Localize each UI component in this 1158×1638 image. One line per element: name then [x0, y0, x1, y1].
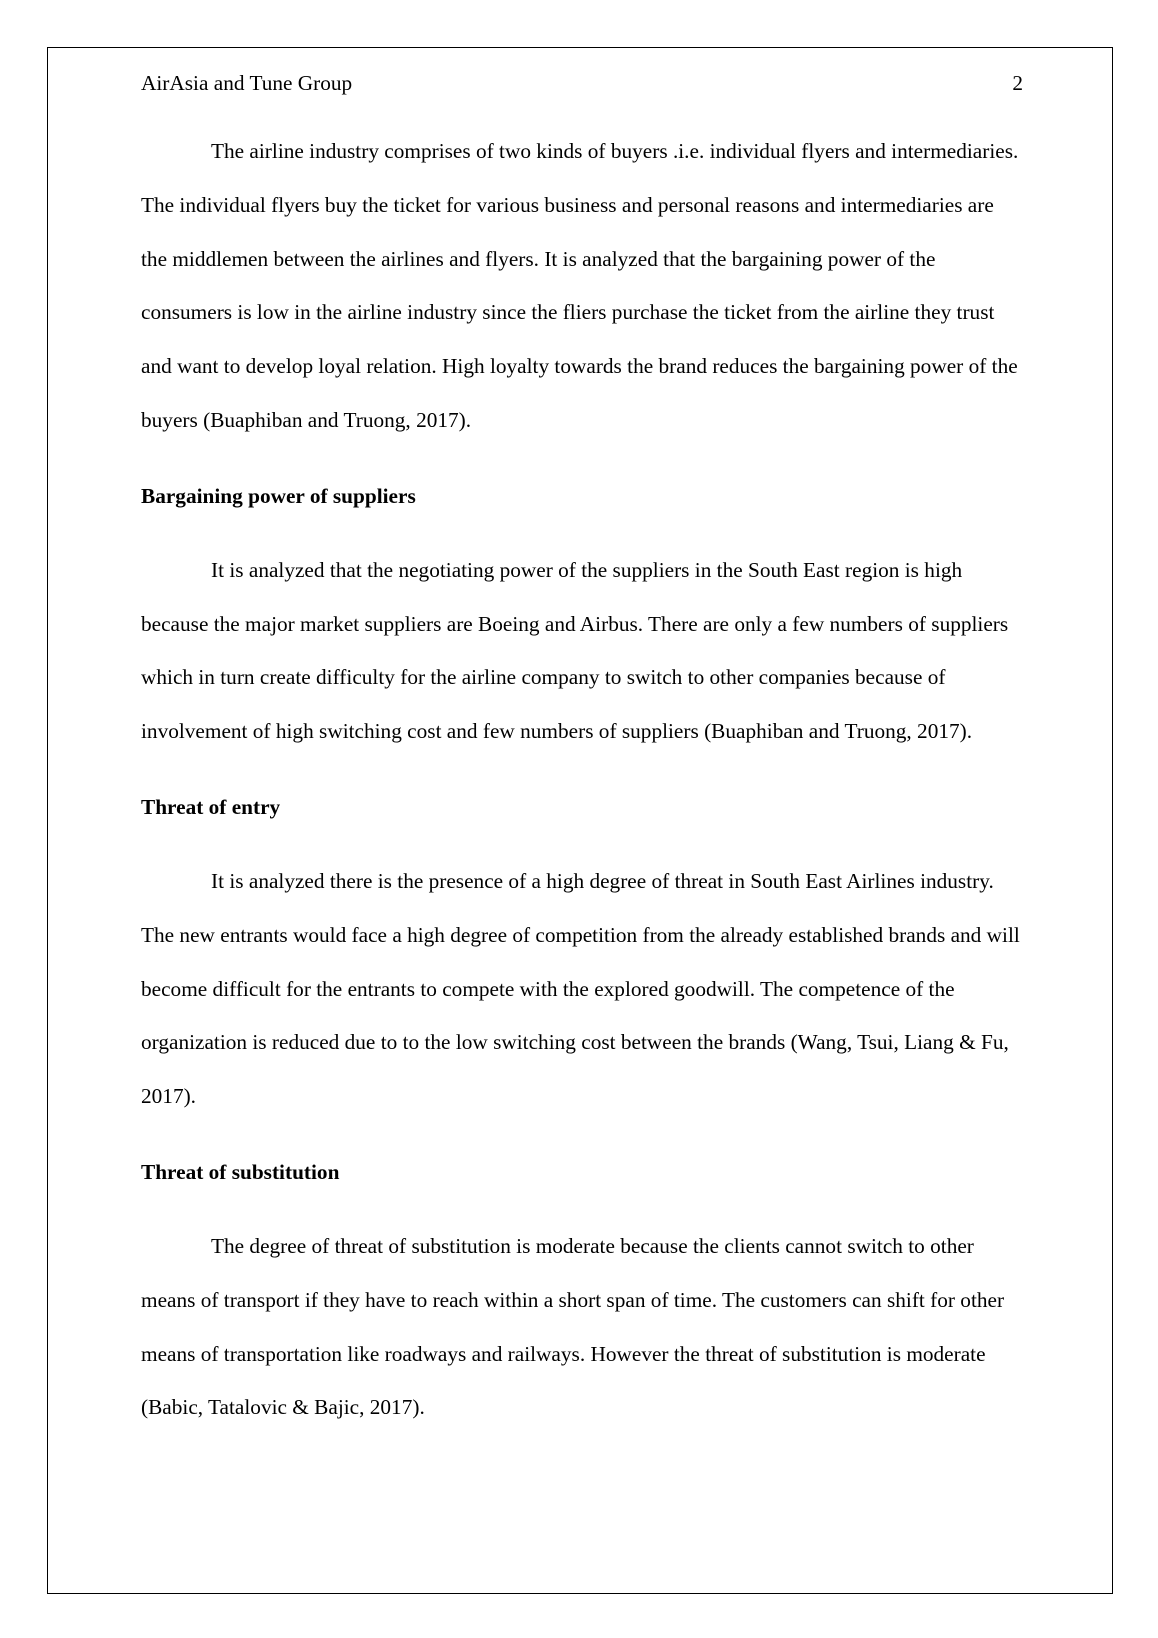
section-heading-suppliers: Bargaining power of suppliers — [141, 483, 416, 508]
document-page — [47, 47, 1113, 1594]
section-heading-substitution: Threat of substitution — [141, 1159, 340, 1184]
entry-paragraph: It is analyzed there is the presence of a high degree of threat in South East Airlines industry. The new entrants would face a high degree of competition from the already established brands and will become difficult for the entrants to compete with the explored goodwill. The competence of the organization is reduced due to to the low switching cost between the brands (Wang, Tsui, Liang & Fu, 2017). — [141, 868, 1020, 1109]
running-header — [141, 68, 1023, 98]
section-heading-entry: Threat of entry — [141, 794, 281, 819]
suppliers-paragraph: It is analyzed that the negotiating power of the suppliers in the South East region is high because the major market suppliers are Boeing and Airbus. There are only a few numbers of suppliers which in turn create difficulty for the airline company to switch to other companies because of involvement of high switching cost and few numbers of suppliers (Buaphiban and Truong, 2017). — [141, 557, 1009, 744]
page-number: 2 — [1012, 71, 1023, 95]
page-content — [141, 48, 1023, 1435]
header-title: AirAsia and Tune Group — [141, 71, 353, 95]
substitution-paragraph: The degree of threat of substitution is moderate because the clients cannot switch to other means of transport if they have to reach within a short span of time. The customers can shift for other means of transportation like roadways and railways. However the threat of substitution is moderate (Babic, Tatalovic & Bajic, 2017). — [141, 1233, 1005, 1420]
intro-paragraph: The airline industry comprises of two kinds of buyers .i.e. individual flyers and intermediaries. The individual flyers buy the ticket for various business and personal reasons and intermediaries are the middlemen between the airlines and flyers. It is analyzed that the bargaining power of the consumers is low in the airline industry since the fliers purchase the ticket from the airline they trust and want to develop loyal relation. High loyalty towards the brand reduces the bargaining power of the buyers (Buaphiban and Truong, 2017). — [141, 139, 1019, 432]
